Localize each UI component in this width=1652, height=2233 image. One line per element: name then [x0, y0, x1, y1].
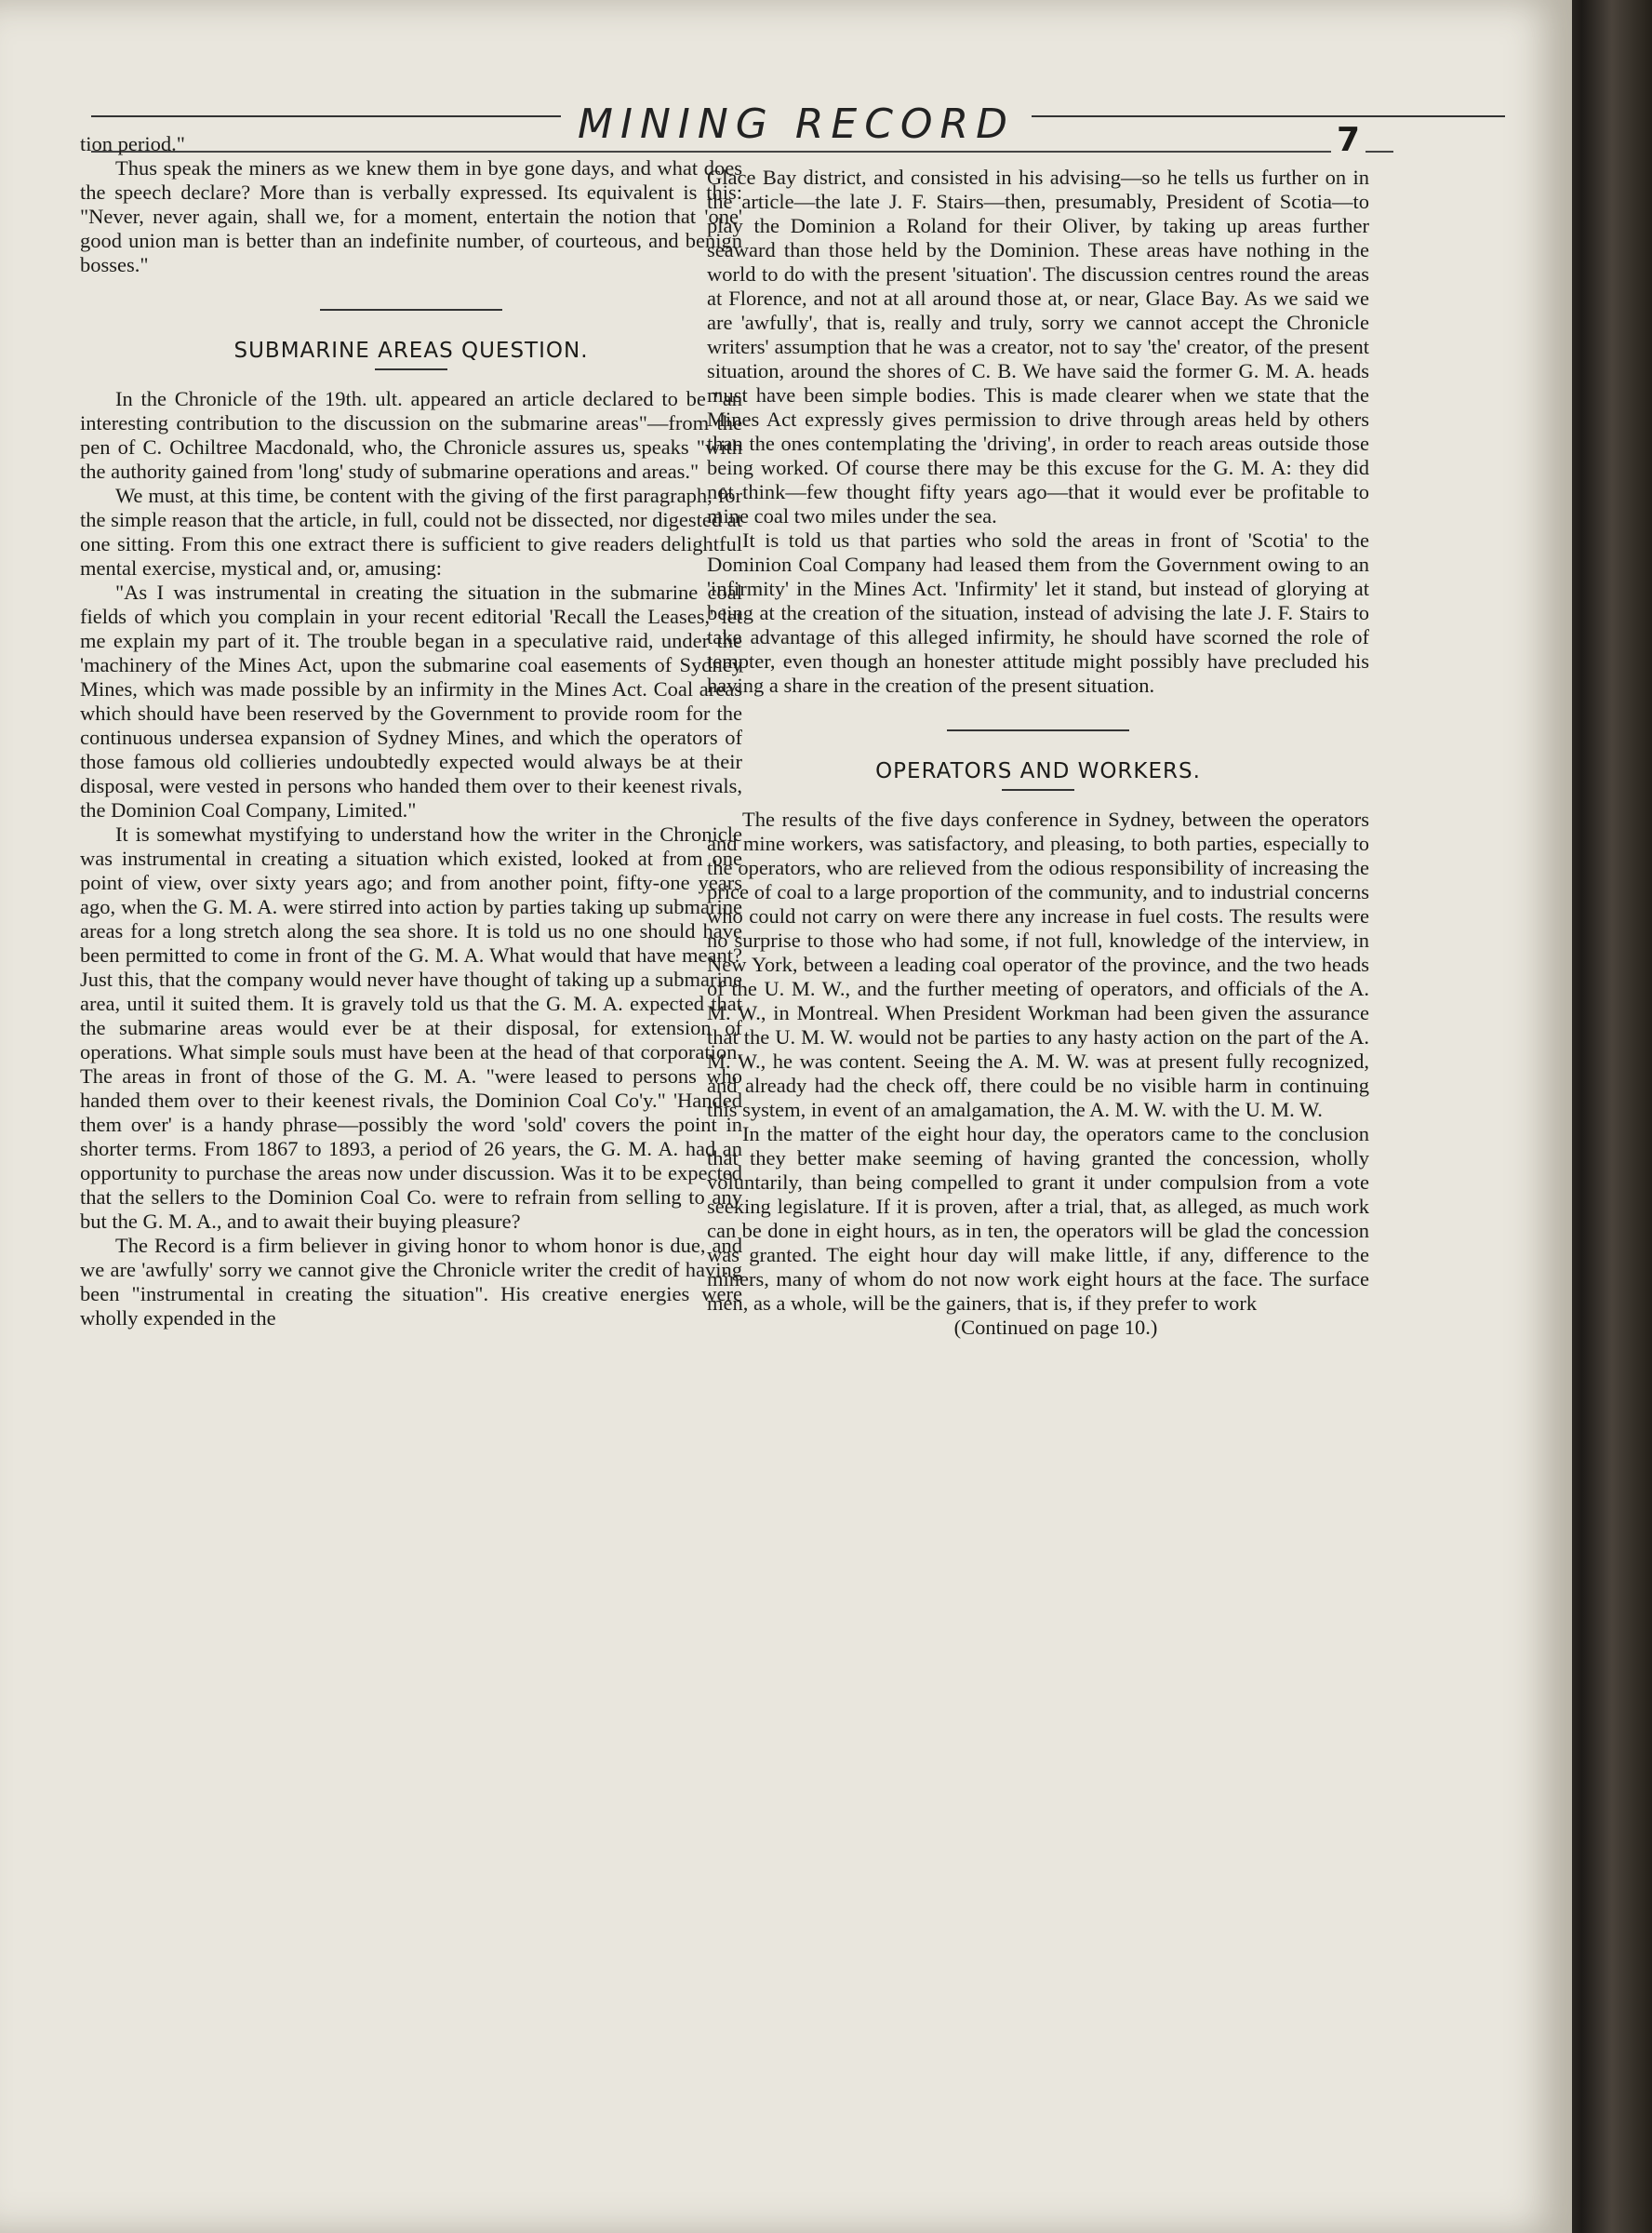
section-divider: [320, 309, 502, 311]
paragraph: We must, at this time, be content with the giving of the first paragraph, for the simple reason that the article, in full, could not be dissected, nor digested at one sitting. From this one extract there is sufficient to give readers delightful mental exercise, mystical and, or, amusing:: [80, 484, 742, 580]
paragraph: Thus speak the miners as we knew them in bye gone days, and what does the speech declare? More than is verbally expressed. Its equivalent is this: "Never, never again, shall we, for a moment, entertain the notion that 'one' good union man is better than an indefinite number, of courteous, and benign bosses.": [80, 156, 742, 276]
heading-rule: [375, 368, 447, 370]
paragraph: In the Chronicle of the 19th. ult. appeared an article declared to be "an interesting contribution to the discussion on the submarine areas"—from the pen of C. Ochiltree Macdonald, who, the Chronicle assures us, speaks "with the authority gained from 'long' study of submarine operations and areas.": [80, 387, 742, 483]
right-column: [707, 166, 1369, 1340]
article-heading-operators-workers: OPERATORS AND WORKERS.: [875, 759, 1201, 783]
paragraph: The Record is a firm believer in giving honor to whom honor is due, and we are 'awfully' sorry we cannot give the Chronicle writer the credit of having been "instrumental in creating the situation". His creative energies were wholly expended in the: [80, 1234, 742, 1330]
paragraph: It is told us that parties who sold the areas in front of 'Scotia' to the Dominion Coal Company had leased them from the Government owing to an 'infirmity' in the Mines Act. 'Infirmity' let it stand, but instead of glorying at being at the creation of the situation, instead of advising the late J. F. Stairs to take advantage of this alleged infirmity, he should have scorned the role of tempter, even though an honester attitude might possibly have precluded his having a share in the creation of the present situation.: [707, 528, 1369, 697]
paragraph: In the matter of the eight hour day, the operators came to the conclusion that they better make seeming of having granted the concession, wholly voluntarily, than being compelled to grant it under compulsion from a vote seeking legislature. If it is proven, after a trial, that, as alleged, as much work can be done in eight hours, as in ten, the operators will be glad the concession was granted. The eight hour day will make little, if any, difference to the miners, many of whom do not now work eight hours at the face. The surface men, as a whole, will be the gainers, that is, if they prefer to work: [707, 1122, 1369, 1315]
continued-paragraph: tion period.": [80, 132, 185, 155]
quoted-paragraph: "As I was instrumental in creating the situation in the submarine coal fields of which you complain in your recent editorial 'Recall the Leases,' let me explain my part of it. The trouble began in a speculative raid, under the 'machinery of the Mines Act, upon the submarine coal easements of Sydney Mines, which was made possible by an infirmity in the Mines Act. Coal areas which should have been reserved by the Government to provide room for the continuous undersea expansion of Sydney Mines, and which the operators of those famous old collieries undoubtedly expected would always be at their disposal, were vested in persons who handed them over to their keenest rivals, the Dominion Coal Company, Limited.": [80, 581, 742, 822]
left-column: [80, 132, 742, 1330]
continued-paragraph: Glace Bay district, and consisted in his advising—so he tells us further on in the article—the late J. F. Stairs—then, presumably, President of Scotia—to play the Dominion a Roland for their Oliver, by taking up areas further seaward than those held by the Dominion. These areas have nothing in the world to do with the present 'situation'. The discussion centres round the areas at Florence, and not at all around those at, or near, Glace Bay. As we said we are 'awfully', that is, really and truly, sorry we cannot accept the Chronicle writers' assumption that he was a creator, not to say 'the' creator, of the present situation, around the shores of C. B. We have said the former G. M. A. heads must have been simple bodies. This is made clearer when we state that the Mines Act expressly gives permission to drive through areas held by others than the ones contemplating the 'driving', in order to reach areas outside those being worked. Of course there may be this excuse for the G. M. A: they did not think—few thought fifty years ago—that it would ever be profitable to mine coal two miles under the sea.: [707, 166, 1369, 528]
paragraph: The results of the five days conference in Sydney, between the operators and mine workers, was satisfactory, and pleasing, to both parties, especially to the operators, who are relieved from the odious responsibility of increasing the price of coal to a large proportion of the community, and to industrial concerns who could not carry on were there any increase in fuel costs. The results were no surprise to those who had some, if not full, knowledge of the interview, in New York, between a leading coal operator of the province, and the two heads of the U. M. W., and the further meeting of operators, and officials of the A. M. W., in Montreal. When President Workman had been given the assurance that the U. M. W. would not be parties to any hasty action on the part of the A. M. W., he was content. Seeing the A. M. W. was at present fully recognized, and already had the check off, there could be no visible harm in continuing this system, in event of an amalgamation, the A. M. W. with the U. M. W.: [707, 808, 1369, 1121]
section-divider: [947, 729, 1129, 731]
continued-on-note: (Continued on page 10.): [953, 1316, 1158, 1339]
paragraph: It is somewhat mystifying to understand how the writer in the Chronicle was instrumental in creating a situation which existed, looked at from one point of view, over sixty years ago; and from another point, fifty-one years ago, when the G. M. A. were stirred into action by parties taking up submarine areas for a long stretch along the sea shore. It is told us no one should have been permitted to come in front of the G. M. A. What would that have meant? Just this, that the company would never have thought of taking up a submarine area, until it suited them. It is gravely told us that the G. M. A. expected that the submarine areas would ever be at their disposal, for extension of operations. What simple souls must have been at the head of that corporation. The areas in front of those of the G. M. A. "were leased to persons who handed them over to their keenest rivals, the Dominion Coal Co'y." 'Handed them over' is a handy phrase—possibly the word 'sold' covers the point in shorter terms. From 1867 to 1893, a period of 26 years, the G. M. A. had an opportunity to purchase the areas now under discussion. Was it to be expected that the sellers to the Dominion Coal Co. were to refrain from selling to any but the G. M. A., and to await their buying pleasure?: [80, 822, 742, 1233]
article-heading-submarine-areas: SUBMARINE AREAS QUESTION.: [233, 339, 589, 363]
publication-title: MINING RECORD: [561, 100, 1032, 148]
page-number: 7: [1331, 121, 1366, 159]
heading-rule: [1002, 789, 1074, 791]
